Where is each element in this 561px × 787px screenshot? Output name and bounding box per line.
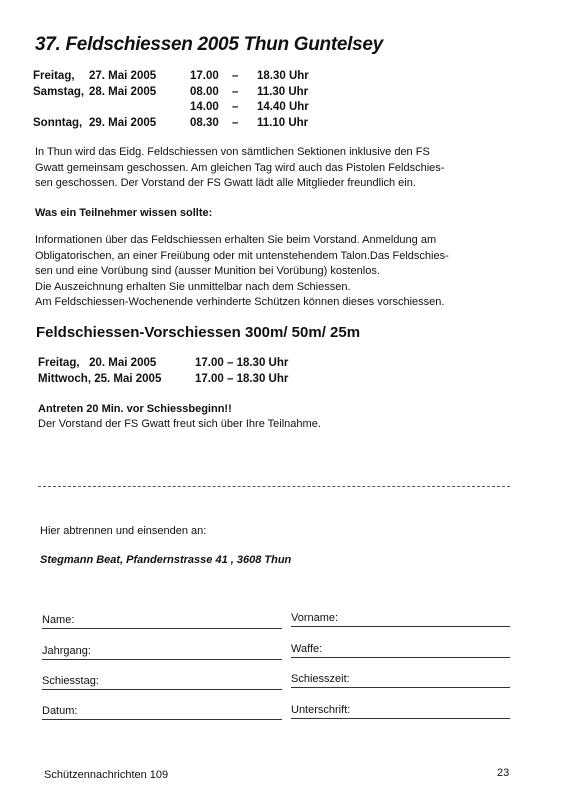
vorschiessen-heading: Feldschiessen-Vorschiessen 300m/ 50m/ 25m <box>36 324 361 341</box>
schedule-to: 18.30 Uhr <box>257 70 309 82</box>
schedule-date: 27. Mai 2005 <box>89 70 157 82</box>
intro-line: Gwatt gemeinsam geschossen. Am gleichen Tag wird auch das Pistolen Feldschies- <box>35 161 445 174</box>
intro-paragraph <box>35 145 510 192</box>
schedule-sep: – <box>232 70 239 82</box>
name-field[interactable] <box>42 628 282 629</box>
schedule-sep: – <box>232 117 239 129</box>
info-line: Die Auszeichnung erhalten Sie unmittelbar nach dem Schiessen. <box>35 280 351 293</box>
schedule-date: 28. Mai 2005 <box>89 86 157 98</box>
datum-label: Datum: <box>42 705 78 717</box>
schiesstag-label: Schiesstag: <box>42 675 99 687</box>
schedule-sep: – <box>232 86 239 98</box>
vorname-field[interactable] <box>291 626 510 627</box>
datum-field[interactable] <box>42 719 282 720</box>
schedule-from: 17.00 <box>190 70 219 82</box>
waffe-field[interactable] <box>291 657 510 658</box>
vorschiessen-date: Freitag, 20. Mai 2005 <box>38 357 157 369</box>
waffe-label: Waffe: <box>291 643 323 655</box>
schedule-from: 14.00 <box>190 101 219 113</box>
intro-line: sen geschossen. Der Vorstand der FS Gwatt lädt alle Mitglieder freundlich ein. <box>35 177 416 189</box>
unterschrift-field[interactable] <box>291 718 510 719</box>
schiesstag-field[interactable] <box>42 689 282 690</box>
vorschiessen-time: 17.00 – 18.30 Uhr <box>195 373 289 385</box>
schedule-to: 14.40 Uhr <box>257 101 309 113</box>
mailing-address: Stegmann Beat, Pfandernstrasse 41 , 3608 Thun <box>40 554 292 566</box>
schedule-sep: – <box>232 101 239 113</box>
antreten-note: Antreten 20 Min. vor Schiessbeginn!! <box>38 403 232 415</box>
unterschrift-label: Unterschrift: <box>291 704 351 716</box>
vorschiessen-time: 17.00 – 18.30 Uhr <box>195 357 289 369</box>
schiesszeit-label: Schiesszeit: <box>291 673 350 685</box>
schedule-day: Samstag, <box>33 86 85 98</box>
jahrgang-label: Jahrgang: <box>42 645 91 657</box>
cut-line <box>38 486 510 487</box>
info-line: sen und eine Vorübung sind (ausser Munition bei Vorübung) kostenlos. <box>35 265 380 277</box>
page-title: 37. Feldschiessen 2005 Thun Guntelsey <box>35 34 383 55</box>
vorname-label: Vorname: <box>291 612 339 624</box>
info-line: Obligatorischen, an einer Freiübung oder mit untenstehendem Talon.Das Feldschies- <box>35 249 449 262</box>
info-paragraph <box>35 233 510 311</box>
schedule-date: 29. Mai 2005 <box>89 117 157 129</box>
schedule-day: Freitag, <box>33 70 75 82</box>
page-number: 23 <box>497 767 510 779</box>
info-line: Informationen über das Feldschiessen erhalten Sie beim Vorstand. Anmeldung am <box>35 234 437 246</box>
vorstand-note: Der Vorstand der FS Gwatt freut sich über Ihre Teilnahme. <box>38 418 321 430</box>
info-heading: Was ein Teilnehmer wissen sollte: <box>35 207 213 219</box>
jahrgang-field[interactable] <box>42 659 282 660</box>
info-line: Am Feldschiessen-Wochenende verhinderte Schützen können dieses vorschiessen. <box>35 296 445 308</box>
vorschiessen-date: Mittwoch, 25. Mai 2005 <box>38 373 162 385</box>
schiesszeit-field[interactable] <box>291 687 510 688</box>
schedule-to: 11.10 Uhr <box>257 117 309 129</box>
schedule-from: 08.30 <box>190 117 219 129</box>
intro-line: In Thun wird das Eidg. Feldschiessen von sämtlichen Sektionen inklusive den FS <box>35 146 430 158</box>
detach-instruction: Hier abtrennen und einsenden an: <box>40 525 207 537</box>
schedule-to: 11.30 Uhr <box>257 86 309 98</box>
publication-name: Schützennachrichten 109 <box>44 769 169 781</box>
schedule-day: Sonntag, <box>33 117 83 129</box>
schedule-from: 08.00 <box>190 86 219 98</box>
name-label: Name: <box>42 614 75 626</box>
